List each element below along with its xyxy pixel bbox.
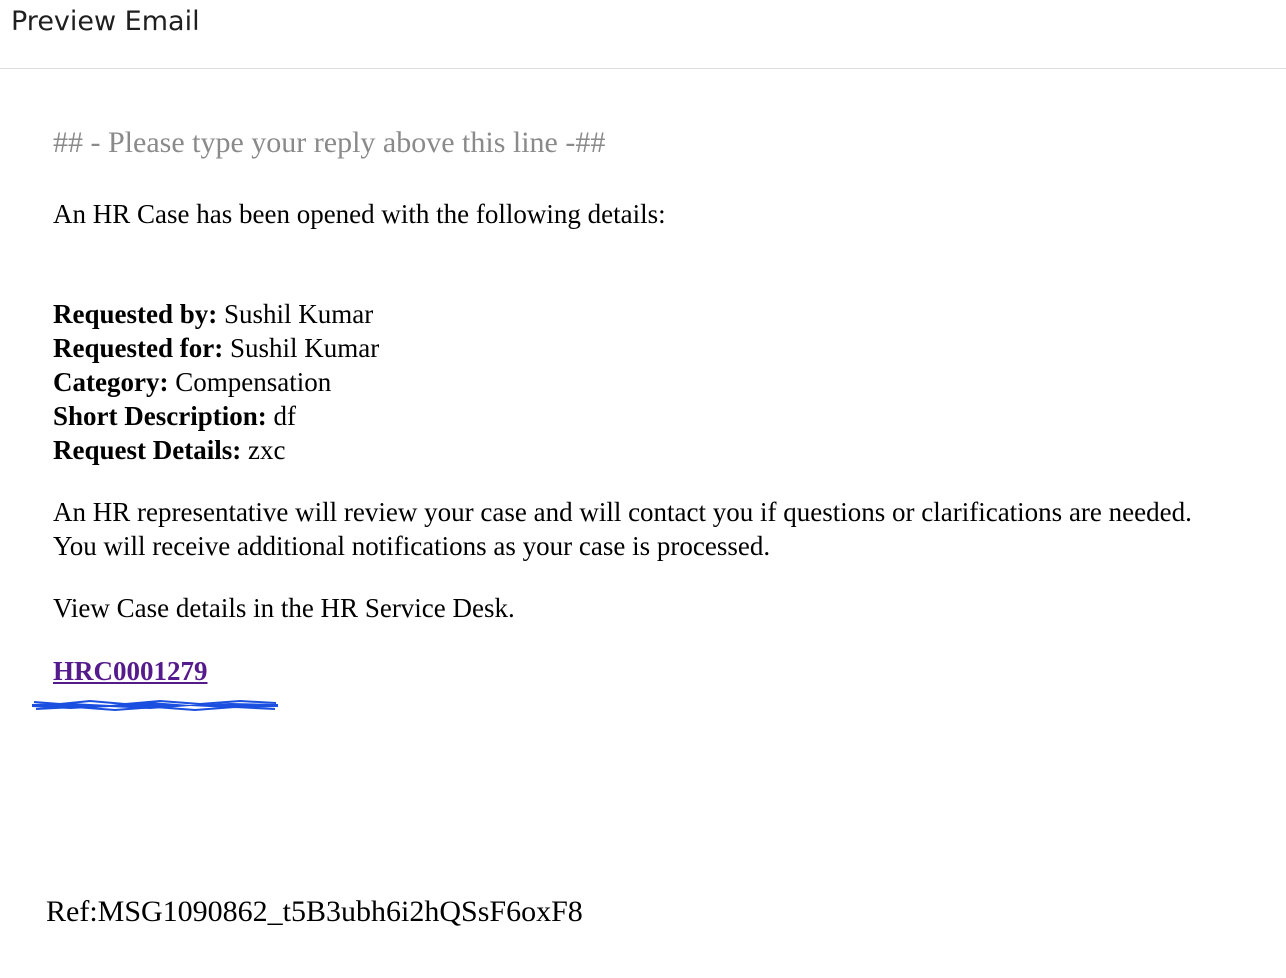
preview-header	[0, 0, 1286, 69]
detail-label: Short Description:	[53, 401, 267, 431]
intro-text: An HR Case has been opened with the following details:	[53, 199, 666, 229]
review-paragraph: An HR representative will review your case and will contact you if questions or clarifications are needed. You will receive additional notifications as your case is processed.	[53, 497, 1192, 561]
detail-requested-for	[53, 331, 379, 365]
detail-category	[53, 365, 379, 399]
detail-label: Category:	[53, 367, 169, 397]
reply-separator-line: ## - Please type your reply above this line -##	[53, 126, 606, 159]
detail-label: Requested for:	[53, 333, 224, 363]
detail-requested-by	[53, 297, 379, 331]
view-case-text: View Case details in the HR Service Desk.	[53, 593, 515, 623]
detail-value: Sushil Kumar	[217, 299, 374, 329]
detail-label: Request Details:	[53, 435, 242, 465]
detail-value: Compensation	[168, 367, 332, 397]
reference-id: Ref:MSG1090862_t5B3ubh6i2hQSsF6oxF8	[46, 895, 583, 928]
page-title: Preview Email	[11, 6, 200, 37]
detail-label: Requested by:	[53, 299, 218, 329]
case-details	[53, 297, 379, 467]
detail-value: df	[266, 401, 296, 431]
redaction-scribble	[30, 698, 282, 712]
case-number-link[interactable]: HRC0001279	[53, 656, 208, 686]
detail-short-description	[53, 399, 379, 433]
detail-request-details	[53, 433, 379, 467]
detail-value: zxc	[241, 435, 286, 465]
detail-value: Sushil Kumar	[223, 333, 380, 363]
